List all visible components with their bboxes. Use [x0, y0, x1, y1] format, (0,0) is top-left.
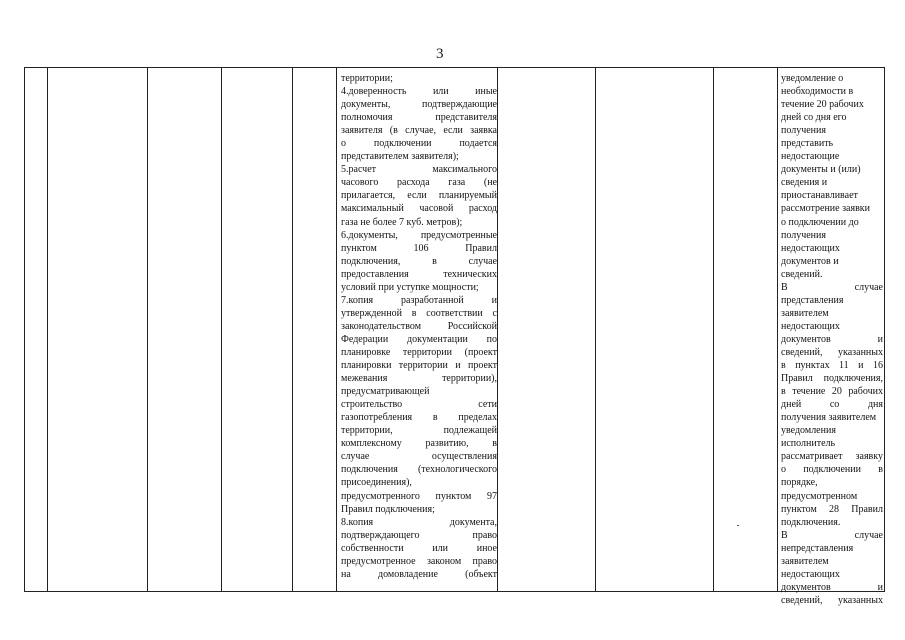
text-line: необходимости в [781, 86, 854, 98]
text-line: непредставления [781, 542, 854, 554]
text-line: уведомление о [781, 73, 844, 84]
text-line: представителем заявителя); [341, 151, 459, 163]
text-line: 4.доверенность или иные [341, 86, 497, 98]
text-line: подключения (технологического [341, 464, 497, 476]
text-line: заявителем [781, 555, 829, 567]
text-line: получения [781, 125, 826, 137]
text-line: условий при уступке мощности; [341, 281, 479, 293]
text-line: уведомления [781, 425, 836, 437]
text-line: территории; [341, 73, 393, 84]
text-line: 7.копия разработанной и [341, 294, 497, 306]
column-divider [336, 68, 337, 591]
text-line: исполнитель [781, 438, 836, 450]
text-line: планировки территории и проект [341, 360, 497, 372]
text-line: 8.копия документа, [341, 516, 497, 528]
text-line: присоединения), [341, 477, 412, 489]
text-line: подтверждающего право [341, 529, 497, 541]
text-line: недостающих [781, 242, 840, 254]
text-line: порядке, [781, 477, 818, 489]
text-line: на домовладение (объект [341, 568, 497, 580]
text-line: в пунктах 11 и 16 [781, 360, 883, 372]
text-line: предусмотренном [781, 490, 858, 502]
text-line: получения заявителем [781, 412, 877, 424]
text-line: представления [781, 294, 844, 306]
text-line: законодательством Российской [341, 320, 497, 332]
text-line: полномочия представителя [341, 112, 497, 124]
text-line: подключения. [781, 516, 841, 528]
text-line: собственности или иное [341, 542, 497, 554]
text-line: подключения, в случае [341, 255, 497, 267]
text-line: о подключении в [781, 464, 883, 476]
text-line: сведений, указанных [781, 346, 883, 358]
text-line: документов и [781, 333, 883, 345]
text-line: Правил подключения, [781, 373, 883, 385]
text-line: предусмотренного пунктом 97 [341, 490, 497, 502]
text-line: планировке территории (проект [341, 346, 497, 358]
text-line: 5.расчет максимального [341, 164, 497, 176]
text-line: дней со дня [781, 399, 883, 411]
scan-artifact [737, 525, 739, 526]
text-line: документы и (или) [781, 164, 861, 176]
column-divider [147, 68, 148, 591]
text-line: Федерации документации по [341, 333, 497, 345]
text-line: недостающих [781, 320, 840, 332]
required-documents-column [341, 72, 497, 581]
document-table [24, 67, 885, 606]
text-line: заявителем [781, 307, 829, 319]
column-divider [595, 68, 596, 591]
text-line: рассмотрение заявки [781, 203, 871, 215]
text-line: сведений. [781, 268, 823, 280]
column-divider [292, 68, 293, 591]
text-line: комплексному развитию, в [341, 438, 497, 450]
text-line: В случае [781, 529, 883, 541]
text-line: сведения и [781, 177, 828, 189]
text-line: о подключении до [781, 216, 859, 228]
text-line: максимальный часовой расход [341, 203, 497, 215]
text-line: случае осуществления [341, 451, 497, 463]
text-line: в течение 20 рабочих [781, 386, 883, 398]
text-line: недостающих [781, 568, 840, 580]
text-line: территории, подлежащей [341, 425, 497, 437]
text-line: газа не более 7 куб. метров); [341, 216, 463, 228]
text-line: рассматривает заявку [781, 451, 883, 463]
page-number: 3 [436, 46, 444, 62]
text-line: прилагается, если планируемый [341, 190, 497, 202]
column-divider [713, 68, 714, 591]
text-line: пунктом 106 Правил [341, 242, 497, 254]
text-line: недостающие [781, 151, 840, 163]
text-line: получения [781, 229, 826, 241]
column-divider [777, 68, 778, 591]
text-line: предусматривающей [341, 386, 430, 398]
text-line: межевания территории), [341, 373, 497, 385]
text-line: течение 20 рабочих [781, 99, 864, 111]
text-line: документов и [781, 255, 839, 267]
column-divider [221, 68, 222, 591]
text-line: сведений, указанных [781, 594, 883, 606]
text-line: предоставления технических [341, 268, 497, 280]
text-line: 6.документы, предусмотренные [341, 229, 497, 241]
text-line: о подключении подается [341, 138, 497, 150]
text-line: В случае [781, 281, 883, 293]
text-line: строительство сети [341, 399, 497, 411]
text-line: газопотребления в пределах [341, 412, 497, 424]
text-line: утвержденной в соответствии с [341, 307, 497, 319]
text-line: пунктом 28 Правил [781, 503, 883, 515]
column-divider [497, 68, 498, 591]
text-line: документов и [781, 581, 883, 593]
column-divider [47, 68, 48, 591]
text-line: дней со дня его [781, 112, 847, 124]
procedure-notes-column [781, 72, 883, 607]
text-line: приостанавливает [781, 190, 858, 202]
text-line: предусмотренное законом право [341, 555, 497, 567]
text-line: часового расхода газа (не [341, 177, 497, 189]
text-line: представить [781, 138, 834, 150]
text-line: заявителя (в случае, если заявка [341, 125, 497, 137]
text-line: документы, подтверждающие [341, 99, 497, 111]
text-line: Правил подключения; [341, 503, 435, 515]
